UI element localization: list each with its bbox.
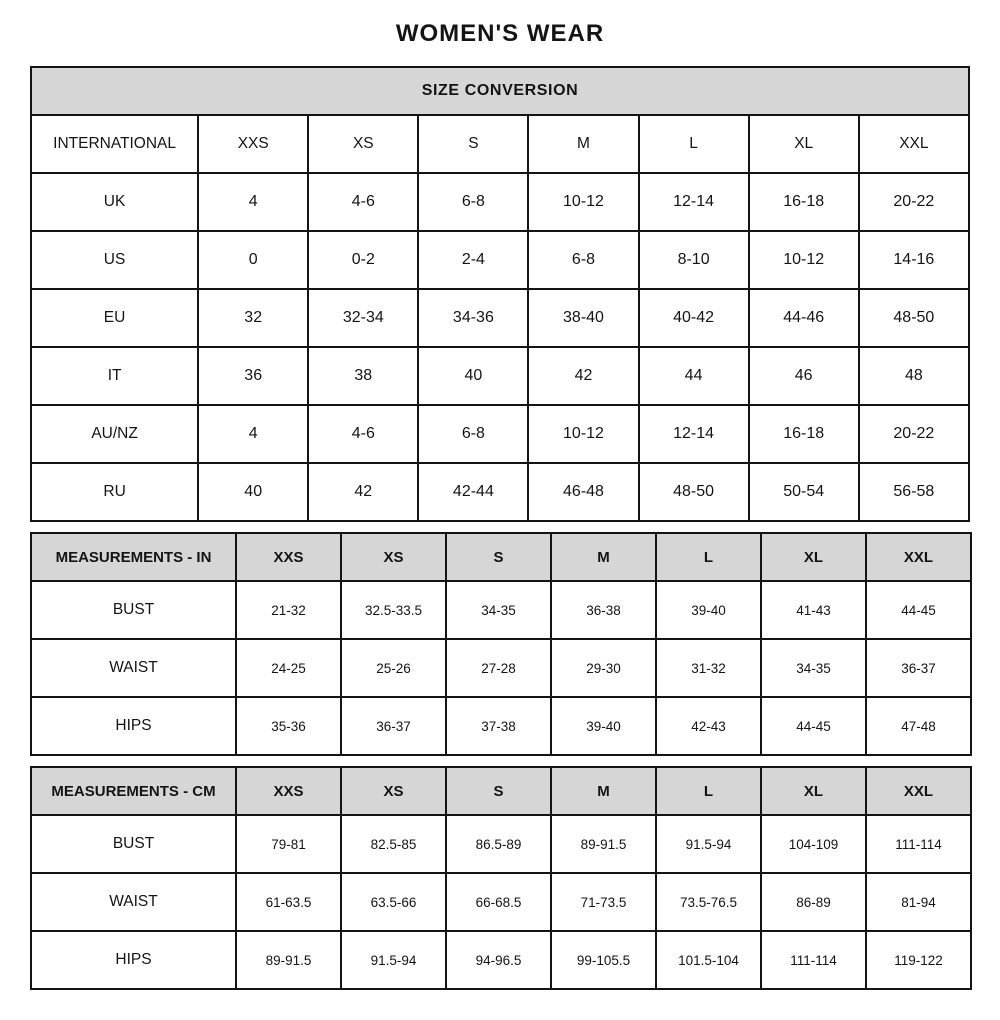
table-cell: 12-14 bbox=[639, 405, 749, 463]
table-cell: 34-35 bbox=[446, 581, 551, 639]
size-conversion-table bbox=[30, 66, 970, 522]
page-title: WOMEN'S WEAR bbox=[395, 20, 605, 47]
table-row bbox=[31, 815, 971, 873]
header-row bbox=[31, 115, 969, 173]
table-cell: 89-91.5 bbox=[551, 815, 656, 873]
table-cell: 10-12 bbox=[528, 173, 638, 231]
corner-header: MEASUREMENTS - IN bbox=[31, 533, 236, 581]
table-cell: 21-32 bbox=[236, 581, 341, 639]
row-header: AU/NZ bbox=[31, 405, 198, 463]
column-header: S bbox=[446, 533, 551, 581]
column-header: S bbox=[418, 115, 528, 173]
row-header: WAIST bbox=[31, 639, 236, 697]
column-header: XS bbox=[341, 767, 446, 815]
table-cell: 61-63.5 bbox=[236, 873, 341, 931]
table-cell: 44-46 bbox=[749, 289, 859, 347]
table-cell: 31-32 bbox=[656, 639, 761, 697]
table-cell: 44-45 bbox=[761, 697, 866, 755]
column-header: L bbox=[656, 767, 761, 815]
row-header: US bbox=[31, 231, 198, 289]
header-row bbox=[31, 767, 971, 815]
table-cell: 24-25 bbox=[236, 639, 341, 697]
table-cell: 42 bbox=[528, 347, 638, 405]
table-cell: 71-73.5 bbox=[551, 873, 656, 931]
table-cell: 0 bbox=[198, 231, 308, 289]
table-cell: 42 bbox=[308, 463, 418, 521]
row-header: UK bbox=[31, 173, 198, 231]
column-header: XL bbox=[761, 533, 866, 581]
table-cell: 48-50 bbox=[859, 289, 969, 347]
table-cell: 79-81 bbox=[236, 815, 341, 873]
table-cell: 34-36 bbox=[418, 289, 528, 347]
table-cell: 29-30 bbox=[551, 639, 656, 697]
column-header: XXL bbox=[859, 115, 969, 173]
table-cell: 101.5-104 bbox=[656, 931, 761, 989]
column-header: XL bbox=[761, 767, 866, 815]
table-cell: 40 bbox=[418, 347, 528, 405]
corner-header: MEASUREMENTS - CM bbox=[31, 767, 236, 815]
column-header: L bbox=[656, 533, 761, 581]
table-cell: 12-14 bbox=[639, 173, 749, 231]
table-cell: 48 bbox=[859, 347, 969, 405]
table-cell: 36-38 bbox=[551, 581, 656, 639]
table-cell: 40-42 bbox=[639, 289, 749, 347]
table-cell: 91.5-94 bbox=[341, 931, 446, 989]
corner-header: INTERNATIONAL bbox=[31, 115, 198, 173]
table-cell: 47-48 bbox=[866, 697, 971, 755]
table-cell: 81-94 bbox=[866, 873, 971, 931]
column-header: M bbox=[551, 533, 656, 581]
table-cell: 50-54 bbox=[749, 463, 859, 521]
table-cell: 91.5-94 bbox=[656, 815, 761, 873]
table-cell: 20-22 bbox=[859, 405, 969, 463]
table-cell: 0-2 bbox=[308, 231, 418, 289]
table-cell: 48-50 bbox=[639, 463, 749, 521]
table-cell: 10-12 bbox=[528, 405, 638, 463]
table-cell: 4-6 bbox=[308, 173, 418, 231]
column-header: M bbox=[528, 115, 638, 173]
table-cell: 37-38 bbox=[446, 697, 551, 755]
table-row bbox=[31, 231, 969, 289]
table-cell: 104-109 bbox=[761, 815, 866, 873]
table-cell: 111-114 bbox=[761, 931, 866, 989]
table-row bbox=[31, 347, 969, 405]
table-cell: 6-8 bbox=[418, 405, 528, 463]
row-header: EU bbox=[31, 289, 198, 347]
column-header: XXS bbox=[236, 533, 341, 581]
table-cell: 36-37 bbox=[341, 697, 446, 755]
table-cell: 41-43 bbox=[761, 581, 866, 639]
row-header: HIPS bbox=[31, 931, 236, 989]
table-cell: 66-68.5 bbox=[446, 873, 551, 931]
column-header: XL bbox=[749, 115, 859, 173]
table-cell: 86.5-89 bbox=[446, 815, 551, 873]
table-cell: 8-10 bbox=[639, 231, 749, 289]
table-cell: 16-18 bbox=[749, 173, 859, 231]
table-cell: 46 bbox=[749, 347, 859, 405]
table-cell: 99-105.5 bbox=[551, 931, 656, 989]
row-header: BUST bbox=[31, 581, 236, 639]
table-cell: 16-18 bbox=[749, 405, 859, 463]
table-cell: 14-16 bbox=[859, 231, 969, 289]
table-cell: 6-8 bbox=[528, 231, 638, 289]
table-cell: 6-8 bbox=[418, 173, 528, 231]
table-cell: 32-34 bbox=[308, 289, 418, 347]
table-cell: 46-48 bbox=[528, 463, 638, 521]
table-cell: 119-122 bbox=[866, 931, 971, 989]
table-cell: 40 bbox=[198, 463, 308, 521]
table-cell: 36 bbox=[198, 347, 308, 405]
table-row bbox=[31, 931, 971, 989]
table-cell: 32 bbox=[198, 289, 308, 347]
table-cell: 38-40 bbox=[528, 289, 638, 347]
table-cell: 111-114 bbox=[866, 815, 971, 873]
table-cell: 86-89 bbox=[761, 873, 866, 931]
column-header: XXL bbox=[866, 767, 971, 815]
table-cell: 94-96.5 bbox=[446, 931, 551, 989]
column-header: XXL bbox=[866, 533, 971, 581]
header-row bbox=[31, 533, 971, 581]
column-header: XXS bbox=[198, 115, 308, 173]
table-title: SIZE CONVERSION bbox=[31, 67, 969, 115]
table-cell: 25-26 bbox=[341, 639, 446, 697]
table-cell: 35-36 bbox=[236, 697, 341, 755]
column-header: S bbox=[446, 767, 551, 815]
measurements-in-table bbox=[30, 532, 972, 756]
table-cell: 27-28 bbox=[446, 639, 551, 697]
row-header: RU bbox=[31, 463, 198, 521]
table-cell: 89-91.5 bbox=[236, 931, 341, 989]
table-row bbox=[31, 405, 969, 463]
row-header: WAIST bbox=[31, 873, 236, 931]
table-cell: 82.5-85 bbox=[341, 815, 446, 873]
column-header: XXS bbox=[236, 767, 341, 815]
table-cell: 42-44 bbox=[418, 463, 528, 521]
column-header: M bbox=[551, 767, 656, 815]
table-cell: 34-35 bbox=[761, 639, 866, 697]
table-cell: 4 bbox=[198, 405, 308, 463]
table-cell: 10-12 bbox=[749, 231, 859, 289]
table-row bbox=[31, 581, 971, 639]
table-row bbox=[31, 697, 971, 755]
table-cell: 38 bbox=[308, 347, 418, 405]
table-cell: 36-37 bbox=[866, 639, 971, 697]
table-cell: 56-58 bbox=[859, 463, 969, 521]
table-cell: 73.5-76.5 bbox=[656, 873, 761, 931]
table-cell: 4-6 bbox=[308, 405, 418, 463]
table-cell: 4 bbox=[198, 173, 308, 231]
measurements-cm-table bbox=[30, 766, 972, 990]
table-cell: 63.5-66 bbox=[341, 873, 446, 931]
table-row bbox=[31, 173, 969, 231]
table-cell: 39-40 bbox=[656, 581, 761, 639]
table-row bbox=[31, 289, 969, 347]
row-header: BUST bbox=[31, 815, 236, 873]
column-header: XS bbox=[308, 115, 418, 173]
table-row bbox=[31, 873, 971, 931]
table-title-row bbox=[31, 67, 969, 115]
table-row bbox=[31, 639, 971, 697]
table-cell: 2-4 bbox=[418, 231, 528, 289]
table-cell: 44 bbox=[639, 347, 749, 405]
column-header: L bbox=[639, 115, 749, 173]
table-cell: 32.5-33.5 bbox=[341, 581, 446, 639]
table-row bbox=[31, 463, 969, 521]
column-header: XS bbox=[341, 533, 446, 581]
table-cell: 20-22 bbox=[859, 173, 969, 231]
row-header: IT bbox=[31, 347, 198, 405]
row-header: HIPS bbox=[31, 697, 236, 755]
table-cell: 39-40 bbox=[551, 697, 656, 755]
table-cell: 42-43 bbox=[656, 697, 761, 755]
table-cell: 44-45 bbox=[866, 581, 971, 639]
